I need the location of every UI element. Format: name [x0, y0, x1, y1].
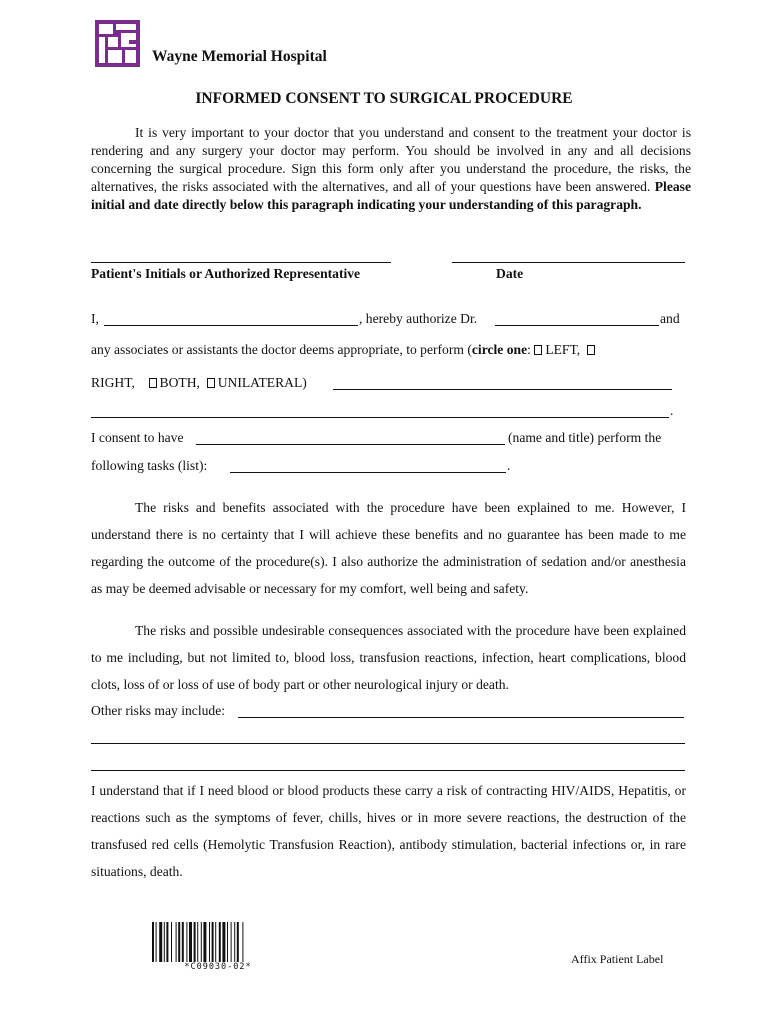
tasks-period: . [507, 458, 511, 473]
date-line[interactable] [452, 262, 685, 263]
i-label: I, [91, 311, 99, 326]
other-risks-field[interactable] [238, 717, 684, 718]
intro-paragraph [91, 124, 691, 214]
authorize-row [91, 311, 99, 327]
intro-bold-text: Please initial and date directly below this paragraph indicating your understanding of this paragraph. [91, 179, 691, 212]
form-title: INFORMED CONSENT TO SURGICAL PROCEDURE [195, 90, 573, 107]
unilateral-option-label: UNILATERAL) [217, 375, 307, 390]
procedure-field-line-2[interactable] [91, 417, 669, 418]
other-risks-field-line-2[interactable] [91, 743, 685, 744]
date-label: Date [496, 266, 524, 281]
procedure-period: . [670, 403, 674, 418]
colon: : [527, 342, 535, 357]
other-risks-label: Other risks may include: [91, 703, 226, 718]
risks-benefits-paragraph: The risks and benefits associated with the procedure have been explained to me. However, I understand there is no certainty that I will achieve these benefits and no guarantee has been made to me regarding the outcome of the procedure(s). I also authorize the administration of sedation and/or anesthesia as may be deemed advisable or necessary for my comfort, well being and safety. [91, 500, 686, 596]
hospital-name: Wayne Memorial Hospital [152, 48, 327, 65]
name-title-label: (name and title) perform the [508, 430, 662, 445]
initials-label: Patient's Initials or Authorized Representative [91, 266, 361, 281]
consent-name-title-field[interactable] [196, 444, 505, 445]
barcode-icon [152, 922, 284, 962]
options-row [91, 375, 307, 391]
affix-patient-label: Affix Patient Label [571, 952, 664, 966]
both-checkbox[interactable] [149, 378, 157, 388]
blood-products-paragraph: I understand that if I need blood or blood products these carry a risk of contracting HIV/AIDS, Hepatitis, or reactions such as the symptoms of fever, chills, hives or in more severe reactions, the destruction of the transfused red cells (Hemolytic Transfusion Reaction), antibody stimulation, bacterial infections or, in rare situations, death. [91, 783, 686, 879]
unilateral-checkbox[interactable] [207, 378, 215, 388]
risks-consequences-paragraph: The risks and possible undesirable consequences associated with the procedure have been explained to me including, but not limited to, blood loss, transfusion reactions, infection, heart complications, blood clots, loss of or loss of use of body part or other neurological injury or death. [91, 623, 686, 692]
circle-one-label: circle one [471, 342, 528, 357]
tasks-label: following tasks (list): [91, 458, 208, 473]
both-option-label: BOTH, [159, 375, 200, 390]
intro-text: It is very important to your doctor that you understand and consent to the treatment your doctor is rendering and any surgery your doctor may perform. You should be involved in any and all decisions concerning the surgical procedure. Sign this form only after you understand the procedure, the risks, the alternatives, the risks associated with the alternatives, and all of your questions have been answered. [91, 125, 691, 194]
associates-text: any associates or assistants the doctor deems appropriate, to perform ( [91, 342, 472, 357]
procedure-field[interactable] [333, 389, 672, 390]
tasks-field[interactable] [230, 472, 506, 473]
left-checkbox[interactable] [534, 345, 542, 355]
hospital-logo-icon [95, 20, 140, 67]
and-label: and [660, 311, 680, 326]
right-checkbox[interactable] [587, 345, 595, 355]
hereby-authorize-label: , hereby authorize Dr. [359, 311, 478, 326]
left-option-label: LEFT, [545, 342, 581, 357]
patient-name-field[interactable] [104, 325, 358, 326]
right-option-label: RIGHT, [91, 375, 135, 390]
other-risks-field-line-3[interactable] [91, 770, 685, 771]
doctor-name-field[interactable] [495, 325, 659, 326]
associates-row [91, 342, 598, 358]
consent-label: I consent to have [91, 430, 184, 445]
initials-line[interactable] [91, 262, 391, 263]
barcode-text: *C09030-02* [184, 962, 252, 972]
